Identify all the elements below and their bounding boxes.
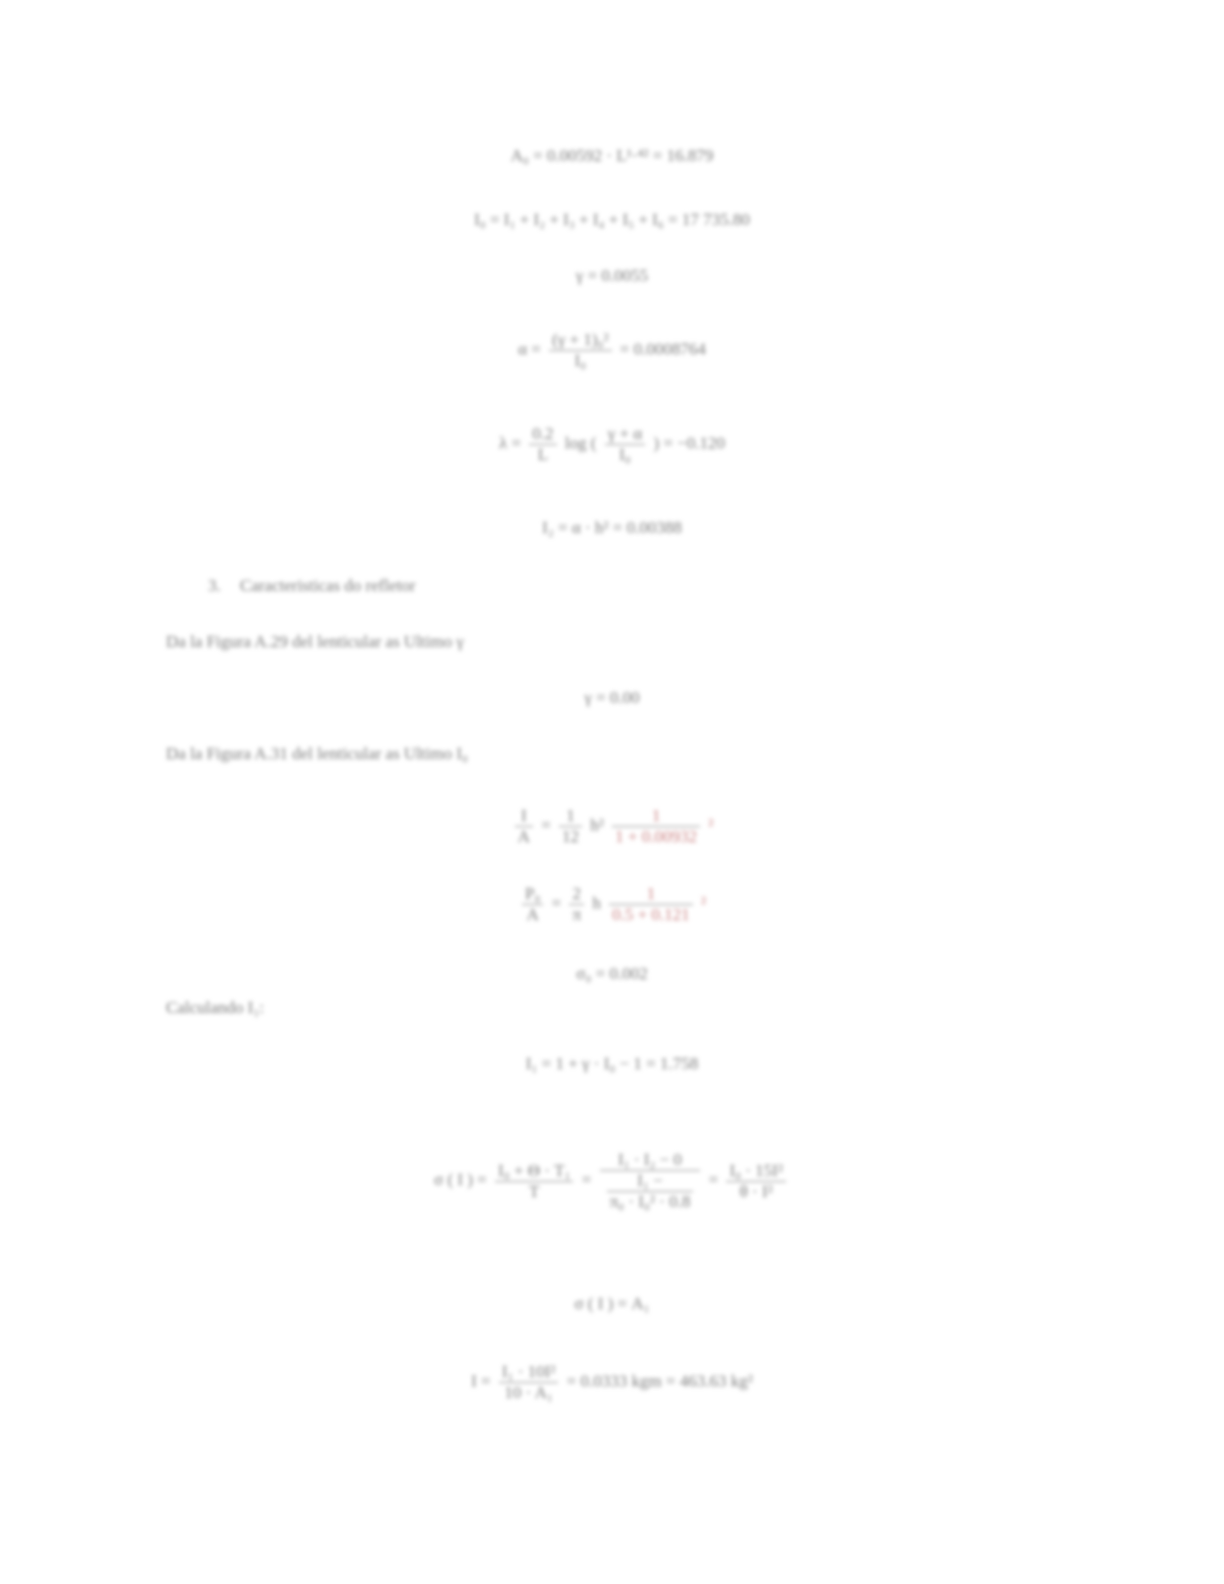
equation-10: σ₀ = 0.002 bbox=[576, 964, 648, 983]
equation-12-fraction-1-denominator: T bbox=[529, 1181, 540, 1201]
equation-9-highlight-exponent: ² bbox=[700, 893, 707, 913]
equation-8-fraction-2 bbox=[559, 806, 582, 847]
equation-12-inner-numerator: I₁ − bbox=[607, 1171, 694, 1192]
equation-14 bbox=[0, 1362, 1224, 1403]
equation-12-equals-1: = bbox=[581, 1169, 596, 1189]
equation-12 bbox=[0, 1150, 1224, 1212]
equation-5-fraction-2-denominator: I₀ bbox=[619, 445, 631, 464]
equation-14-denominator: 10 · A₁ bbox=[504, 1383, 553, 1402]
equation-12-fraction-1-numerator: I₀ + Θ · T₁ bbox=[495, 1161, 573, 1182]
equation-9-equals: = bbox=[551, 893, 566, 913]
equation-9-fraction-2-denominator: π bbox=[572, 905, 582, 924]
equation-8-highlight-fraction bbox=[612, 806, 700, 847]
equation-12-fraction-1 bbox=[495, 1161, 573, 1202]
equation-12-fraction-3-numerator: I₀ · 15I² bbox=[726, 1161, 786, 1182]
section-bullet: 3. bbox=[208, 576, 221, 595]
equation-8 bbox=[0, 806, 1224, 847]
paragraph-2: Da la Figura A.31 del lenticular as Ultimo I₀ bbox=[166, 744, 468, 763]
equation-5-fraction-1-denominator: L bbox=[537, 445, 549, 464]
equation-5-log: log ( bbox=[564, 433, 597, 453]
equation-9-fraction-2 bbox=[569, 884, 584, 925]
equation-2: I₀ = I₁ + I₂ + I₃ + I₄ + I₅ + I₆ = 17 735.80 bbox=[474, 210, 750, 229]
equation-9-highlight-numerator: 1 bbox=[609, 884, 693, 905]
equation-8-highlight-exponent: ² bbox=[708, 815, 714, 835]
paragraph-1: Da la Figura A.29 del lenticular as Ultimo γ bbox=[166, 632, 464, 651]
equation-4-fraction bbox=[549, 330, 611, 371]
equation-14-lhs: I = bbox=[471, 1371, 495, 1391]
equation-9-fraction-1-denominator: A bbox=[526, 905, 539, 924]
equation-8-highlight-numerator: 1 bbox=[612, 806, 700, 827]
equation-12-nested-top: I₁ · I₂ − 0 bbox=[600, 1150, 701, 1171]
equation-8-equals: = bbox=[541, 815, 556, 835]
equation-7: γ = 0.00 bbox=[584, 688, 640, 707]
equation-9-fraction-2-numerator: 2 bbox=[569, 884, 584, 905]
equation-5 bbox=[0, 424, 1224, 465]
equation-9-fraction-1-numerator: P₀ bbox=[522, 884, 543, 905]
equation-11: I₁ = 1 + γ · I₀ − 1 = 1.758 bbox=[525, 1054, 699, 1073]
equation-12-nested-bottom bbox=[600, 1171, 701, 1212]
equation-4-denominator: I₀ bbox=[574, 351, 587, 370]
equation-9-term: h bbox=[592, 893, 606, 913]
equation-4 bbox=[0, 330, 1224, 371]
equation-4-lhs: α = bbox=[518, 339, 546, 359]
equation-8-fraction-2-numerator: 1 bbox=[559, 806, 582, 827]
equation-4-rhs: = 0.0008764 bbox=[619, 339, 706, 359]
equation-5-fraction-2 bbox=[605, 424, 646, 465]
equation-6: I₂ = α · h² = 0.00388 bbox=[542, 518, 682, 537]
equation-12-equals-2: = bbox=[708, 1169, 723, 1189]
equation-1: A₀ = 0.00592 · L¹·⁴² = 16.879 bbox=[510, 146, 714, 165]
equation-12-inner-fraction bbox=[607, 1171, 694, 1212]
equation-14-rhs: = 0.0333 kgm = 463.63 kg² bbox=[566, 1371, 753, 1391]
equation-5-fraction-2-numerator: γ + α bbox=[605, 424, 646, 445]
equation-3: γ = 0.0055 bbox=[575, 266, 649, 285]
equation-9 bbox=[0, 884, 1224, 925]
equation-8-term: h² bbox=[590, 815, 609, 835]
equation-8-fraction-2-denominator: 12 bbox=[562, 827, 580, 846]
equation-8-highlight-denominator: 1 + 0.00932 bbox=[615, 827, 697, 846]
equation-9-fraction-1 bbox=[522, 884, 543, 925]
equation-13: σ ( I ) = A₁ bbox=[574, 1294, 650, 1313]
equation-12-lhs: σ ( I ) = bbox=[434, 1169, 492, 1189]
equation-12-fraction-3 bbox=[726, 1161, 786, 1202]
section-heading: Caracteristicas do refletor bbox=[240, 576, 416, 595]
equation-5-fraction-1 bbox=[529, 424, 556, 465]
equation-5-fraction-1-numerator: 0.2 bbox=[529, 424, 556, 445]
paragraph-3: Calculando I₁: bbox=[166, 998, 264, 1017]
equation-8-fraction-1-denominator: A bbox=[517, 827, 530, 846]
equation-12-nested-fraction bbox=[600, 1150, 701, 1212]
equation-14-fraction bbox=[499, 1362, 559, 1403]
equation-8-fraction-1 bbox=[515, 806, 533, 847]
equation-5-lhs: λ = bbox=[498, 433, 526, 453]
equation-9-highlight-fraction bbox=[609, 884, 693, 925]
equation-4-numerator: (γ + 1)₀² bbox=[549, 330, 611, 351]
equation-8-fraction-1-numerator: I bbox=[515, 806, 533, 827]
equation-14-numerator: I₁ · 10I² bbox=[499, 1362, 559, 1383]
equation-9-highlight-denominator: 0.5 + 0.121 bbox=[612, 905, 690, 924]
equation-5-rhs: ) = −0.120 bbox=[653, 433, 726, 453]
equation-12-inner-denominator: π₀ · I₀² · 0.8 bbox=[609, 1192, 691, 1211]
equation-12-fraction-3-denominator: θ · I² bbox=[739, 1181, 773, 1201]
